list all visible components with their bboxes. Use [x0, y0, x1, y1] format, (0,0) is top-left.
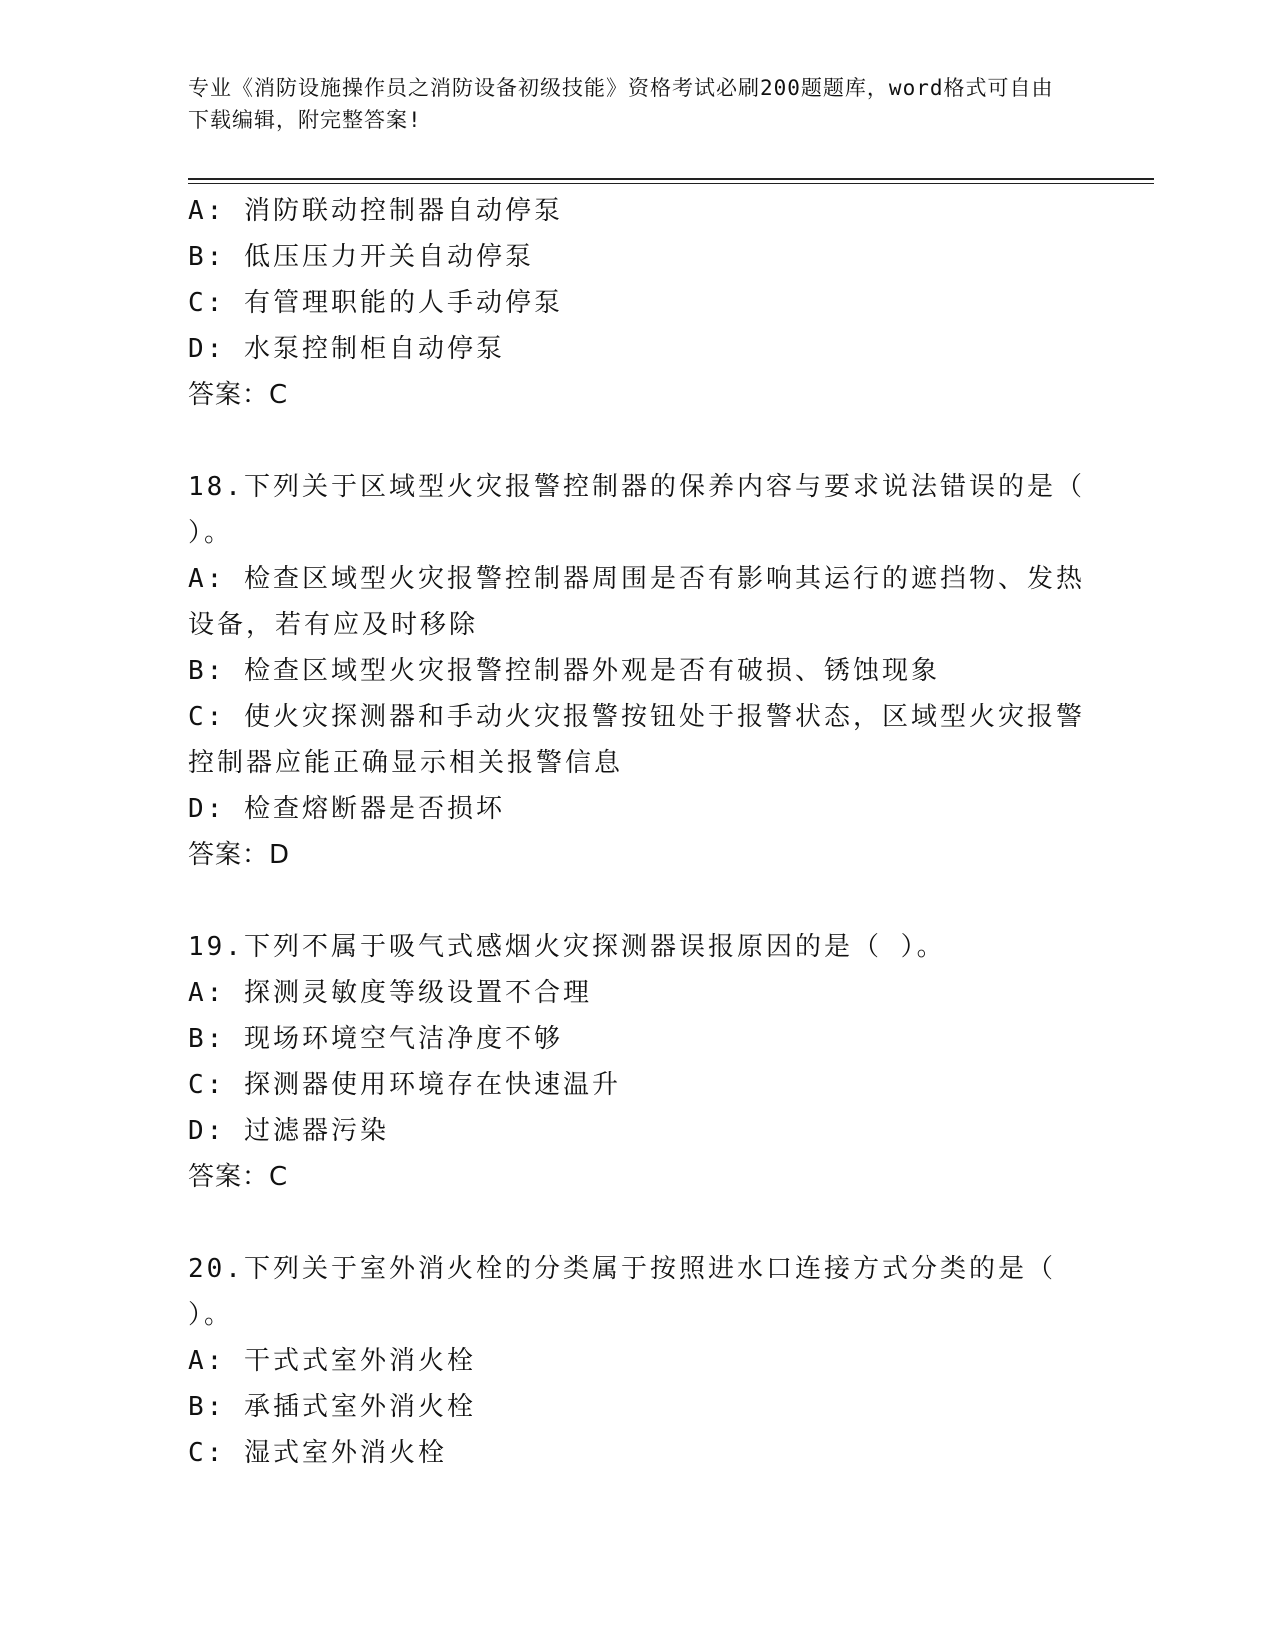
- question-19-block: [188, 924, 1088, 1200]
- header-rule-thick: [188, 178, 1154, 180]
- q18-answer: 答案：D: [188, 840, 291, 870]
- q17-option-c: C: 有管理职能的人手动停泵: [188, 288, 563, 318]
- header-rule-thin: [188, 183, 1154, 184]
- q18-stem: 18.下列关于区域型火灾报警控制器的保养内容与要求说法错误的是（ ）。: [188, 472, 1104, 548]
- q19-option-b: B: 现场环境空气洁净度不够: [188, 1024, 563, 1054]
- q17-option-b: B: 低压压力开关自动停泵: [188, 242, 534, 272]
- q18-option-b: B: 检查区域型火灾报警控制器外观是否有破损、锈蚀现象: [188, 656, 940, 686]
- question-18-block: [188, 464, 1104, 878]
- question-17-block: [188, 188, 1088, 418]
- q19-stem: 19.下列不属于吸气式感烟火灾探测器误报原因的是（ ）。: [188, 932, 946, 962]
- q20-stem: 20.下列关于室外消火栓的分类属于按照进水口连接方式分类的是（ ）。: [188, 1254, 1075, 1330]
- q17-answer: 答案：C: [188, 380, 289, 410]
- q19-answer: 答案：C: [188, 1162, 289, 1192]
- q20-option-c: C: 湿式室外消火栓: [188, 1438, 447, 1468]
- q20-option-b: B: 承插式室外消火栓: [188, 1392, 476, 1422]
- document-header: 专业《消防设施操作员之消防设备初级技能》资格考试必刷200题题库，word格式可自由下载编辑，附完整答案!: [188, 76, 1054, 132]
- q17-option-d: D: 水泵控制柜自动停泵: [188, 334, 505, 364]
- q18-option-d: D: 检查熔断器是否损坏: [188, 794, 505, 824]
- question-content: [188, 188, 1104, 1476]
- q18-option-c: C: 使火灾探测器和手动火灾报警按钮处于报警状态，区域型火灾报警控制器应能正确显示相关报警信息: [188, 702, 1085, 778]
- q17-option-a: A: 消防联动控制器自动停泵: [188, 196, 563, 226]
- q20-option-a: A: 干式式室外消火栓: [188, 1346, 476, 1376]
- q19-option-d: D: 过滤器污染: [188, 1116, 389, 1146]
- q19-option-c: C: 探测器使用环境存在快速温升: [188, 1070, 621, 1100]
- q19-option-a: A: 探测灵敏度等级设置不合理: [188, 978, 592, 1008]
- q18-option-a: A: 检查区域型火灾报警控制器周围是否有影响其运行的遮挡物、发热设备，若有应及时移除: [188, 564, 1085, 640]
- question-20-block: [188, 1246, 1088, 1476]
